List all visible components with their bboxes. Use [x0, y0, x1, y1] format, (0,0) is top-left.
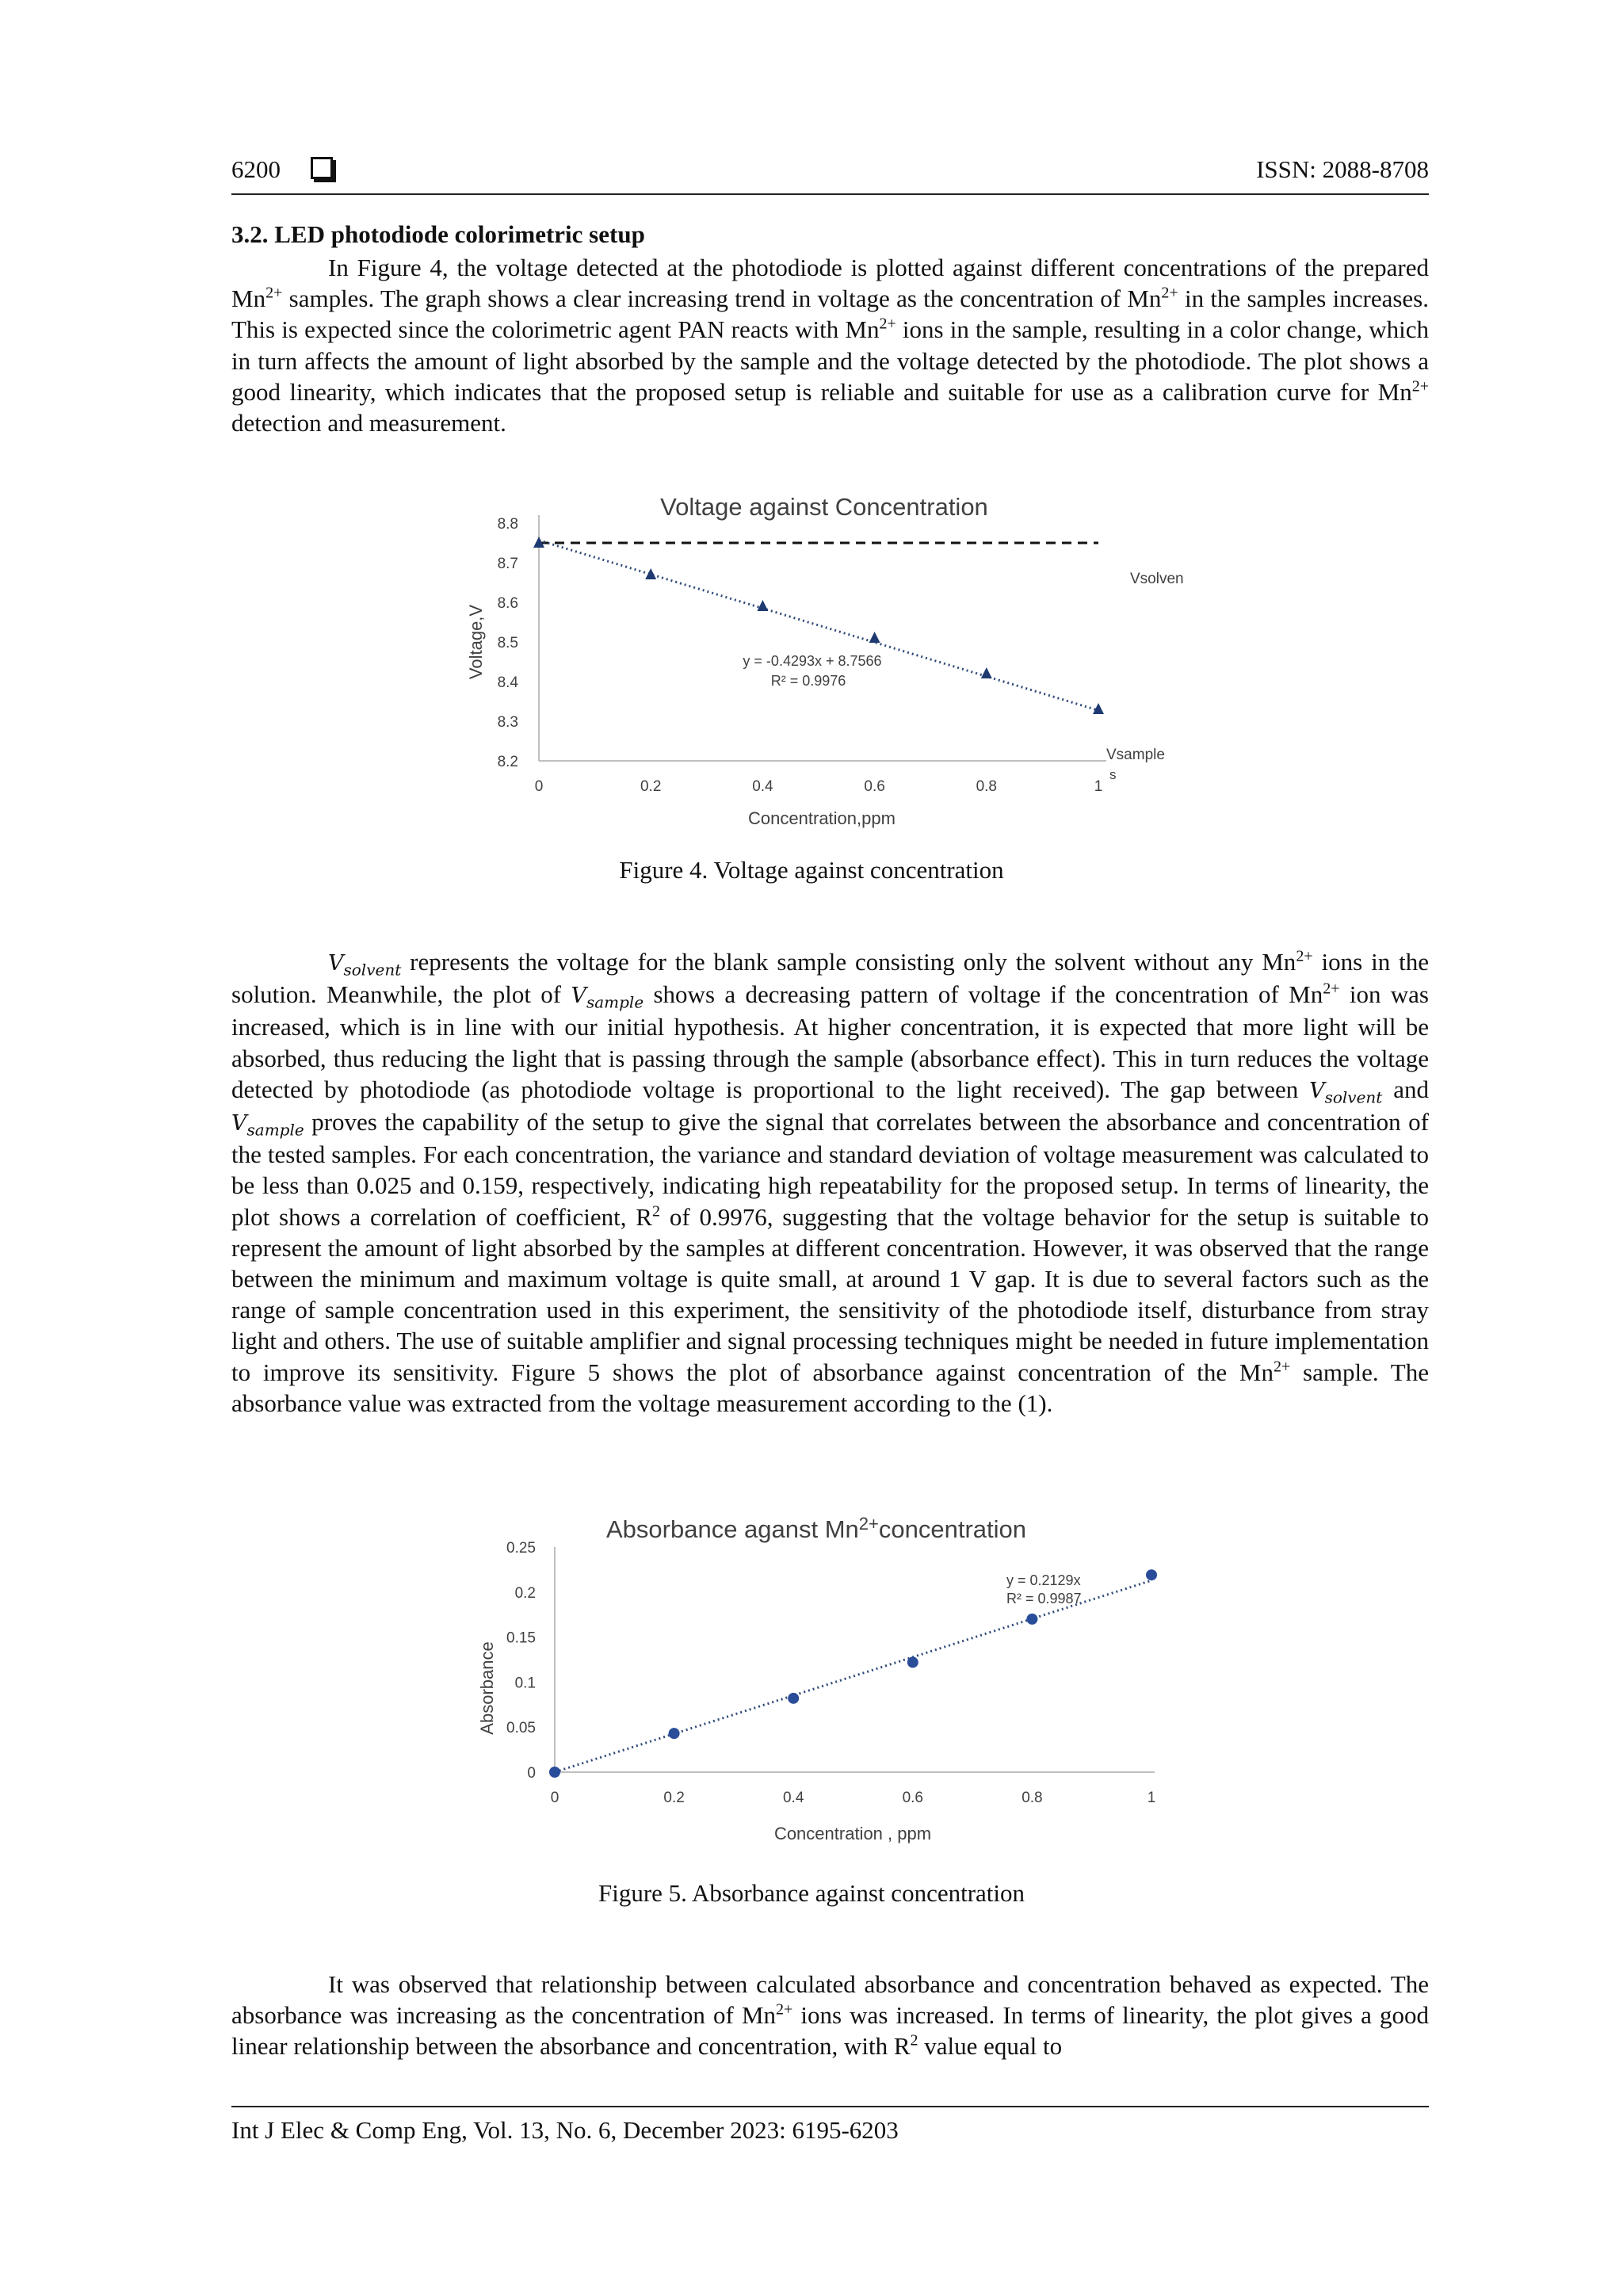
y-axis-label: Absorbance: [477, 1641, 497, 1735]
x-axis-label: Concentration,ppm: [748, 808, 896, 828]
figure-5-chart: [468, 1498, 1197, 1862]
issn: ISSN: 2088-8708: [1256, 155, 1429, 183]
y-tick-label: 0.25: [506, 1540, 536, 1557]
x-axis-label: Concentration , ppm: [773, 1824, 932, 1843]
paragraph-2: $V_{solvent}$ represents the voltage for the blank sample consisting only the solvent without any $Mn^{2+}$ ions in the solution. Meanwhile, the plot of $V_{sample}$ shows a decreasing pattern of voltage if the concentration of $Mn^{2+}$ ion was increased, which is in line with our initial hypothesis. At higher concentration, it is expected that more light will be absorbed, thus reducing the light that is passing through the sample (absorbance effect). This in turn reduces the voltage detected by photodiode (as photodiode voltage is proportional to the light received). The gap between $V_{solvent}$ and $V_{sample}$ proves the capability of the setup to give the signal that correlates between the absorbance and concentration of the tested samples. For each concentration, the variance and standard deviation of voltage measurement was calculated to be less than 0.025 and 0.159, respectively, indicating high repeatability for the proposed setup. In terms of linearity, the plot shows a correlation of coefficient, $R^2$ of 0.9976, suggesting that the voltage behavior for the setup is suitable to represent the amount of light absorbed by the samples at different concentration. However, it was observed that the range between the minimum and maximum voltage is quite small, at around 1 V gap. It is due to several factors such as the range of sample concentration used in this experiment, the sensitivity of the photodiode itself, disturbance from stray light and others. The use of suitable amplifier and signal processing techniques might be needed in future implementation to improve its sensitivity. Figure 5 shows the plot of absorbance against concentration of the $Mn^{2+}$ sample. The absorbance value was extracted from the voltage measurement according to the (1).: [231, 947, 1429, 1417]
x-tick-label: 1: [1094, 778, 1103, 795]
paragraph-1: In Figure 4, the voltage detected at the photodiode is plotted against different concentrations of the prepared $Mn^{2+}$ samples. The graph shows a clear increasing trend in voltage as the concentration of $Mn^{2+}$ in the samples increases. This is expected since the colorimetric agent PAN reacts with $Mn^{2+}$ ions in the sample, resulting in a color change, which in turn affects the amount of light absorbed by the sample and the voltage detected by the photodiode. The plot shows a good linearity, which indicates that the proposed setup is reliable and suitable for use as a calibration curve for $Mn^{2+}$ detection and measurement.: [231, 254, 1429, 437]
data-point: [549, 1767, 560, 1778]
x-tick-label: 0: [550, 1790, 559, 1806]
y-tick-label: 8.2: [497, 754, 518, 770]
x-tick-labels: [551, 1790, 1156, 1806]
x-tick-labels: [535, 778, 1103, 795]
trendline-r2: R² = 0.9976: [770, 673, 846, 689]
legend-vsolvent: Vsolven: [1130, 571, 1184, 587]
chart-title: Voltage against Concentration: [660, 493, 988, 521]
chart-axes: [539, 515, 1106, 761]
trendline: [555, 1580, 1151, 1772]
y-tick-labels: [498, 516, 519, 770]
y-tick-label: 0.2: [514, 1584, 536, 1602]
data-point: [645, 568, 656, 579]
x-tick-label: 0: [534, 778, 544, 795]
trendline-equation: y = 0.2129x: [1006, 1572, 1081, 1588]
footer-rule: [231, 2106, 1429, 2107]
figure-5-caption: Figure 5. Absorbance against concentration: [598, 1879, 1025, 1907]
data-point: [1146, 1569, 1157, 1580]
section-heading: 3.2. LED photodiode colorimetric setup: [231, 220, 645, 248]
x-tick-label: 0.4: [752, 778, 773, 795]
y-tick-label: 8.7: [497, 556, 518, 572]
legend-vsamples-s: s: [1109, 767, 1117, 782]
y-tick-label: 8.8: [497, 516, 518, 533]
y-tick-label: 8.3: [497, 714, 518, 731]
header-rule: [231, 193, 1429, 195]
x-tick-label: 0.8: [1022, 1790, 1043, 1806]
data-point: [757, 600, 768, 611]
trendline-r2: R² = 0.9987: [1006, 1591, 1082, 1606]
data-point: [907, 1656, 918, 1668]
data-point: [788, 1693, 799, 1704]
x-tick-label: 1: [1147, 1790, 1156, 1806]
page-number: 6200: [231, 155, 333, 184]
figure-4-caption: Figure 4. Voltage against concentration: [619, 856, 1004, 884]
y-tick-label: 0: [527, 1765, 536, 1782]
chart-lines: [555, 1580, 1151, 1772]
box-icon: [311, 157, 333, 179]
y-tick-label: 0.05: [506, 1720, 536, 1737]
y-tick-labels: [506, 1540, 536, 1782]
x-tick-label: 0.6: [902, 1790, 924, 1806]
x-tick-label: 0.8: [976, 778, 998, 795]
x-tick-label: 0.6: [864, 778, 885, 795]
data-point: [869, 632, 880, 643]
data-point: [669, 1728, 680, 1739]
figure-4-chart: [444, 476, 1205, 848]
y-axis-label: Voltage,V: [466, 604, 486, 680]
x-tick-label: 0.2: [640, 778, 662, 795]
trendline-equation: y = -0.4293x + 8.7566: [743, 653, 882, 669]
chart-title: Absorbance aganst $Mn^{2+}concentration$: [605, 1514, 1027, 1543]
y-tick-label: 8.6: [497, 595, 518, 612]
footer-citation: Int J Elec & Comp Eng, Vol. 13, No. 6, December 2023: 6195-6203: [231, 2116, 899, 2144]
x-tick-label: 0.4: [782, 1790, 804, 1806]
data-point: [1026, 1614, 1037, 1625]
y-tick-label: 8.5: [497, 635, 518, 651]
y-tick-label: 0.1: [514, 1675, 536, 1692]
legend-vsamples: Vsample: [1106, 747, 1165, 763]
x-tick-label: 0.2: [663, 1790, 685, 1806]
data-point: [981, 667, 992, 678]
paragraph-3: It was observed that relationship between calculated absorbance and concentration behaved as expected. The absorbance was increasing as the concentration of $Mn^{2+}$ ions was increased. In terms of linearity, the plot gives a good linear relationship between the absorbance and concentration, with $R^2$ value equal to: [231, 1970, 1430, 2061]
y-tick-label: 0.15: [506, 1629, 536, 1647]
y-tick-label: 8.4: [497, 674, 518, 691]
